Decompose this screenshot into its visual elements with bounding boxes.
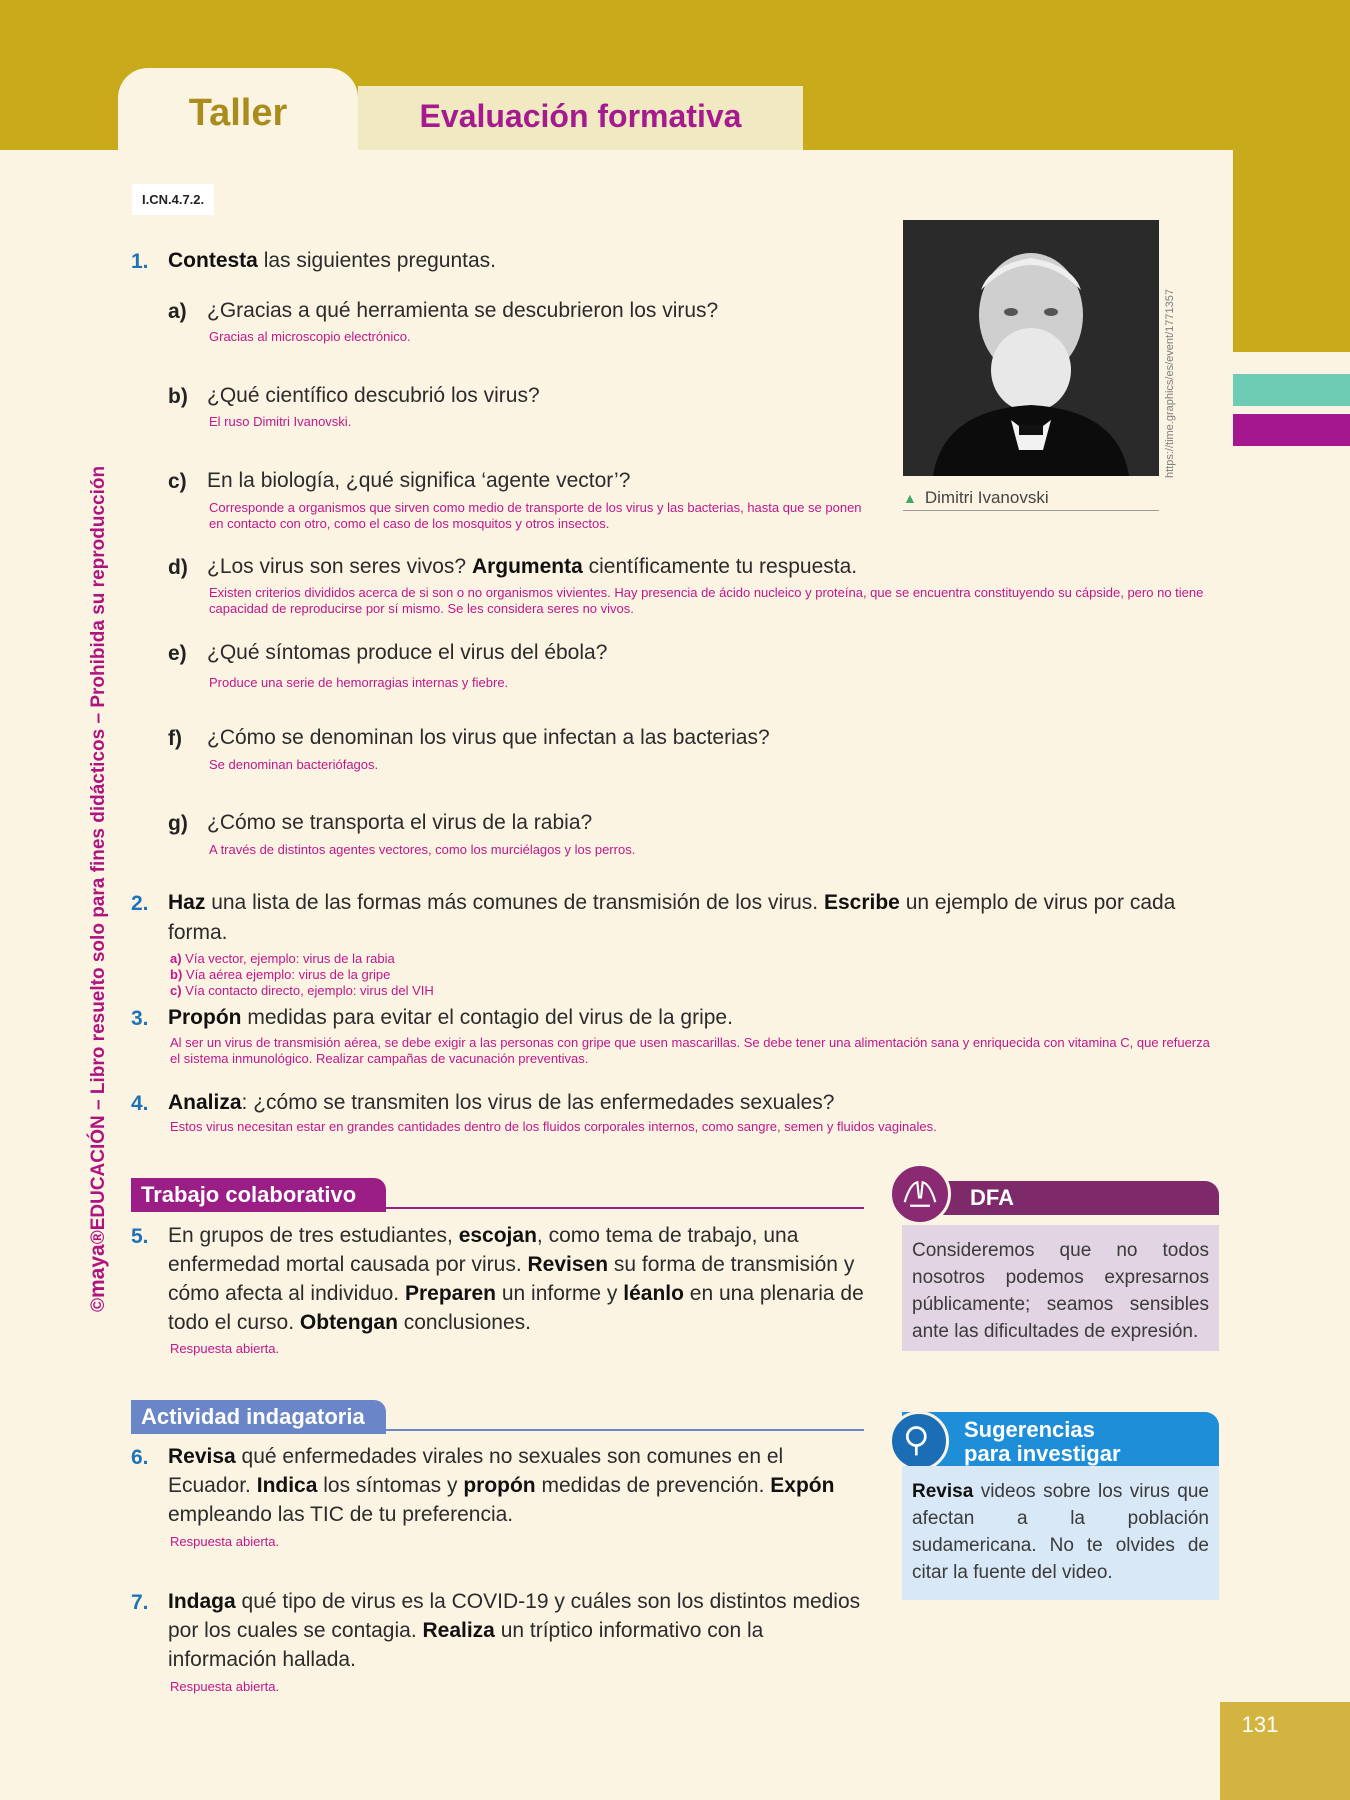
item-letter: c) bbox=[170, 983, 182, 998]
item-answer: Produce una serie de hemorragias internas y fiebre. bbox=[209, 675, 509, 690]
heading-line: para investigar bbox=[964, 1441, 1121, 1466]
list-item bbox=[170, 951, 434, 967]
item-answer: Al ser un virus de transmisión aérea, se debe exigir a las personas con gripe que usen mascarillas. Se debe tener una alimentación sana y enriquecida con vitamina C, que refuerza el sistema inmunológico. Realizar campañas de vacunación preventivas. bbox=[170, 1035, 1210, 1066]
photo-caption bbox=[903, 488, 1159, 511]
action-verb: léanlo bbox=[623, 1282, 684, 1305]
action-verb: Haz bbox=[168, 891, 206, 914]
question-3-prompt bbox=[168, 1003, 733, 1033]
item-answer: Existen criterios divididos acerca de si son o no organismos vivientes. Hay presencia de ácido nucleico y proteína, que se encuentra constituyendo su cápside, pero no tiene capacidad de reproducirse por sí mismo. Se les considera seres no vivos. bbox=[209, 585, 1204, 616]
prompt-text: medidas para evitar el contagio del virus de la gripe. bbox=[241, 1006, 733, 1029]
collab-heading: Trabajo colaborativo bbox=[131, 1178, 386, 1212]
sugerencias-heading bbox=[902, 1412, 1219, 1466]
indagatoria-divider bbox=[386, 1429, 864, 1431]
teal-stripe bbox=[1233, 374, 1350, 406]
action-verb: Revisa bbox=[912, 1481, 974, 1502]
prompt-text: : ¿cómo se transmiten los virus de las enfermedades sexuales? bbox=[241, 1091, 835, 1114]
action-verb: Analiza bbox=[168, 1091, 242, 1114]
item-answer: A través de distintos agentes vectores, como los murciélagos y los perros. bbox=[209, 842, 636, 857]
action-verb: Revisen bbox=[527, 1253, 609, 1276]
action-verb: propón bbox=[463, 1474, 536, 1497]
question-number: 6. bbox=[131, 1446, 149, 1469]
question-7-prompt bbox=[168, 1587, 868, 1674]
prompt-text: un informe y bbox=[496, 1282, 624, 1305]
sugerencias-box bbox=[902, 1466, 1219, 1600]
item-question: En la biología, ¿qué significa ‘agente vector’? bbox=[207, 469, 631, 492]
action-verb: Escribe bbox=[823, 891, 900, 914]
page-number: 131 bbox=[1241, 1712, 1279, 1737]
side-text-body: EDUCACIÓN – Libro resuelto solo para fines didácticos – Prohibida su reproducción bbox=[88, 465, 109, 1231]
action-verb: Preparen bbox=[404, 1282, 497, 1305]
item-text: Vía aérea ejemplo: virus de la gripe bbox=[182, 967, 391, 982]
portrait-image bbox=[903, 220, 1159, 476]
question-number: 7. bbox=[131, 1591, 149, 1614]
photo-credit: https://time.graphics/es/event/1771357 bbox=[1164, 289, 1176, 478]
question-6-prompt bbox=[168, 1442, 848, 1529]
item-question: ¿Gracias a qué herramienta se descubrieron los virus? bbox=[207, 299, 719, 322]
question-1-prompt bbox=[168, 246, 496, 276]
action-verb: Argumenta bbox=[471, 555, 583, 578]
prompt-text: qué tipo de virus es la COVID-19 y cuáles son los distintos medios por los cuales se contagia. bbox=[168, 1590, 861, 1642]
item-letter: a) bbox=[168, 300, 187, 323]
dfa-box: Consideremos que no todos nosotros podemos expresarnos públicamente; seamos sensibles ante las dificultades de expresión. bbox=[902, 1225, 1219, 1351]
item-letter: c) bbox=[168, 470, 187, 493]
question-number: 1. bbox=[131, 250, 149, 273]
item-answer: Se denominan bacteriófagos. bbox=[209, 757, 379, 772]
prompt-text: su forma de transmisión y cómo afecta al individuo. bbox=[168, 1253, 855, 1305]
caption-text: Dimitri Ivanovski bbox=[924, 488, 1049, 507]
item-text: Vía vector, ejemplo: virus de la rabia bbox=[181, 951, 395, 966]
prompt-text: los síntomas y bbox=[317, 1474, 464, 1497]
item-letter: a) bbox=[170, 951, 182, 966]
right-band bbox=[1233, 0, 1350, 352]
item-answer: Respuesta abierta. bbox=[170, 1679, 280, 1694]
answer-list bbox=[170, 951, 434, 999]
copyright-side-text bbox=[86, 462, 110, 1312]
question-text: científicamente tu respuesta. bbox=[582, 555, 858, 578]
question-number: 4. bbox=[131, 1092, 149, 1115]
prompt-text: un ejemplo de virus por cada forma. bbox=[168, 891, 1176, 944]
indagatoria-heading: Actividad indagatoria bbox=[131, 1400, 386, 1434]
list-item bbox=[170, 983, 434, 999]
prompt-text: un tríptico informativo con la información hallada. bbox=[168, 1619, 764, 1671]
collab-divider bbox=[386, 1207, 864, 1209]
prompt-text: medidas de prevención. bbox=[535, 1474, 771, 1497]
item-letter: f) bbox=[168, 727, 182, 750]
action-verb: Contesta bbox=[168, 249, 258, 272]
prompt-text: en una plenaria de todo el curso. bbox=[168, 1282, 864, 1334]
suggestion-text: videos sobre los virus que afectan a la población sudamericana. No te olvides de citar la fuente del video. bbox=[912, 1481, 1209, 1583]
item-answer: Respuesta abierta. bbox=[170, 1534, 280, 1549]
item-question: ¿Cómo se transporta el virus de la rabia? bbox=[207, 811, 593, 834]
item-answer: Respuesta abierta. bbox=[170, 1341, 280, 1356]
question-number: 2. bbox=[131, 892, 149, 915]
hands-icon bbox=[889, 1163, 951, 1225]
prompt-text: conclusiones. bbox=[397, 1311, 531, 1334]
copyright-symbol: © bbox=[88, 1298, 109, 1312]
page-title: Evaluación formativa bbox=[419, 98, 742, 134]
prompt-text: empleando las TIC de tu preferencia. bbox=[168, 1503, 514, 1526]
hands-icon-graphic bbox=[892, 1166, 948, 1222]
item-text: Vía contacto directo, ejemplo: virus del VIH bbox=[181, 983, 434, 998]
item-answer: El ruso Dimitri Ivanovski. bbox=[209, 414, 352, 429]
item-question: ¿Cómo se denominan los virus que infectan a las bacterias? bbox=[207, 726, 770, 749]
action-verb: Indica bbox=[256, 1474, 318, 1497]
prompt-text: , como tema de trabajo, una enfermedad mortal causada por virus. bbox=[168, 1224, 799, 1276]
action-verb: Propón bbox=[168, 1006, 242, 1029]
list-item bbox=[170, 967, 434, 983]
item-question bbox=[207, 552, 857, 582]
heading-line: Sugerencias bbox=[964, 1417, 1095, 1442]
action-verb: escojan bbox=[458, 1224, 537, 1247]
prompt-text: una lista de las formas más comunes de transmisión de los virus. bbox=[205, 891, 824, 914]
item-answer: Corresponde a organismos que sirven como medio de transporte de los virus y las bacterias, hasta que se ponen en contacto con otro, como el caso de los mosquitos y otros insectos. bbox=[209, 500, 862, 531]
portrait-photo bbox=[903, 220, 1159, 476]
dfa-heading: DFA bbox=[902, 1181, 1219, 1215]
item-letter: g) bbox=[168, 812, 188, 835]
item-question: ¿Qué científico descubrió los virus? bbox=[207, 384, 540, 407]
question-4-prompt bbox=[168, 1088, 834, 1118]
action-verb: Indaga bbox=[168, 1590, 236, 1613]
prompt-text: las siguientes preguntas. bbox=[257, 249, 497, 272]
magnifier-icon bbox=[889, 1411, 949, 1471]
action-verb: Realiza bbox=[422, 1619, 495, 1642]
item-answer: Estos virus necesitan estar en grandes cantidades dentro de los fluidos corporales internos, como sangre, semen y fluidos vaginales. bbox=[170, 1119, 937, 1134]
question-number: 5. bbox=[131, 1225, 149, 1248]
indicator-code: I.CN.4.7.2. bbox=[132, 184, 214, 215]
prompt-text: En grupos de tres estudiantes, bbox=[168, 1224, 459, 1247]
action-verb: Expón bbox=[770, 1474, 835, 1497]
item-letter: b) bbox=[170, 967, 183, 982]
item-answer: Gracias al microscopio electrónico. bbox=[209, 329, 411, 344]
question-number: 3. bbox=[131, 1007, 149, 1030]
registered-symbol: ® bbox=[88, 1230, 109, 1245]
brand-name: maya bbox=[86, 1244, 109, 1298]
question-5-prompt bbox=[168, 1221, 868, 1337]
action-verb: Revisa bbox=[168, 1445, 236, 1468]
item-question: ¿Qué síntomas produce el virus del ébola? bbox=[207, 641, 608, 664]
triangle-icon: ▲ bbox=[903, 490, 917, 506]
item-letter: b) bbox=[168, 385, 188, 408]
question-text: ¿Los virus son seres vivos? bbox=[207, 555, 472, 578]
taller-label: Taller bbox=[188, 92, 288, 134]
action-verb: Obtengan bbox=[299, 1311, 398, 1334]
prompt-text: qué enfermedades virales no sexuales son comunes en el Ecuador. bbox=[168, 1445, 784, 1497]
item-letter: d) bbox=[168, 556, 188, 579]
magnifier-icon-graphic bbox=[892, 1414, 946, 1468]
magenta-stripe bbox=[1233, 414, 1350, 446]
item-letter: e) bbox=[168, 642, 187, 665]
question-2-prompt bbox=[168, 888, 1178, 948]
